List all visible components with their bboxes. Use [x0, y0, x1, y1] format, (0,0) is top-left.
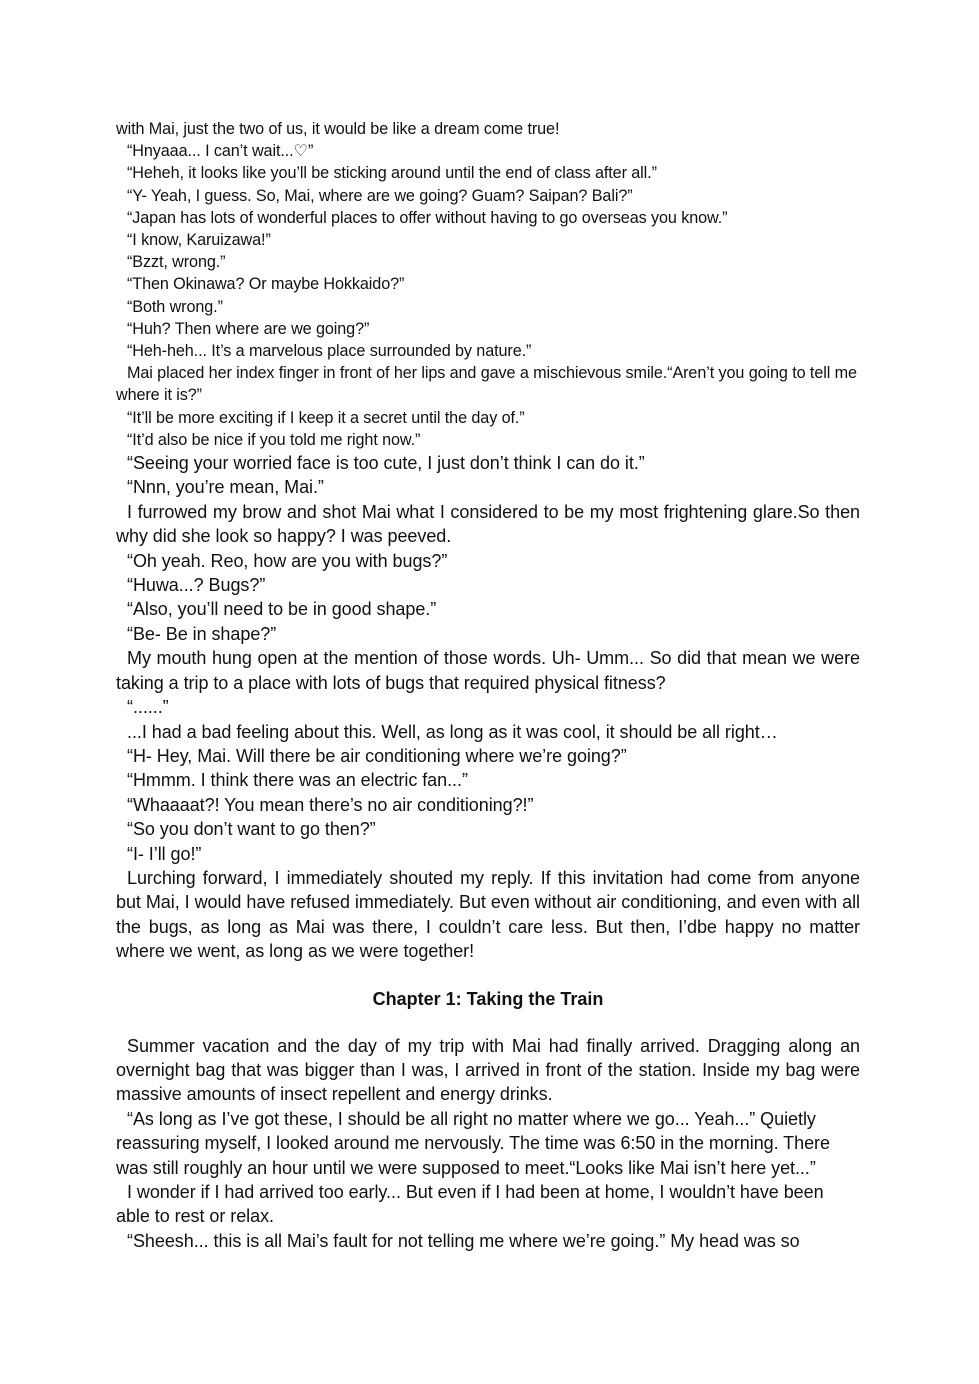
paragraph: Summer vacation and the day of my trip with Mai had finally arrived. Dragging along an overnight bag that was bigger than I was, I arrived in front of the station. Inside my bag were massive amounts of insect repellent and energy drinks.	[116, 1035, 860, 1105]
paragraph: “Bzzt, wrong.”	[127, 253, 226, 272]
paragraph: “So you don’t want to go then?”	[127, 819, 376, 840]
paragraph: “Also, you’ll need to be in good shape.”	[127, 599, 437, 620]
intro-dialogue-small	[116, 118, 860, 451]
paragraph: “H- Hey, Mai. Will there be air conditioning where we’re going?”	[127, 745, 627, 766]
paragraph: Lurching forward, I immediately shouted my reply. If this invitation had come from anyone but Mai, I would have refused immediately. But even without air conditioning, and even with all the bugs, as long as Mai was there, I couldn’t care less. But then, I’dbe happy no matter where we went, as long as we were together!	[116, 867, 860, 962]
paragraph: I furrowed my brow and shot Mai what I considered to be my most frightening glare.So then why did she look so happy? I was peeved.	[116, 501, 860, 547]
paragraph: “Oh yeah. Reo, how are you with bugs?”	[127, 550, 448, 571]
paragraph: My mouth hung open at the mention of those words. Uh- Umm... So did that mean we were taking a trip to a place with lots of bugs that required physical fitness?	[116, 648, 860, 693]
paragraph: “Nnn, you’re mean, Mai.”	[127, 477, 324, 498]
paragraph: “I know, Karuizawa!”	[127, 231, 271, 250]
paragraph: “Both wrong.”	[127, 297, 223, 316]
paragraph: “Heheh, it looks like you’ll be sticking around until the end of class after all.”	[127, 164, 657, 183]
paragraph: “It’ll be more exciting if I keep it a secret until the day of.”	[127, 408, 525, 427]
paragraph: “Whaaaat?! You mean there’s no air conditioning?!”	[127, 794, 534, 815]
paragraph: “It’d also be nice if you told me right now.”	[127, 430, 421, 449]
paragraph: “Y- Yeah, I guess. So, Mai, where are we going? Guam? Saipan? Bali?”	[127, 186, 633, 205]
paragraph: Mai placed her index finger in front of her lips and gave a mischievous smile.“Aren’t you going to tell me where it is?”	[116, 364, 857, 405]
paragraph: “......”	[127, 697, 169, 718]
paragraph: “Then Okinawa? Or maybe Hokkaido?”	[127, 275, 405, 294]
paragraph: “Sheesh... this is all Mai’s fault for not telling me where we’re going.” My head was so	[127, 1230, 800, 1251]
chapter-title: Chapter 1: Taking the Train	[372, 988, 604, 1009]
paragraph: “Huh? Then where are we going?”	[127, 319, 370, 338]
paragraph: “I- I’ll go!”	[127, 843, 202, 864]
paragraph: I wonder if I had arrived too early... But even if I had been at home, I wouldn’t have been able to rest or relax.	[116, 1182, 824, 1227]
paragraph: “Hnyaaa... I can’t wait...♡”	[127, 142, 314, 161]
chapter-body	[116, 1034, 860, 1254]
paragraph: “Huwa...? Bugs?”	[127, 575, 266, 596]
paragraph: ...I had a bad feeling about this. Well, as long as it was cool, it should be all right…	[127, 721, 778, 742]
paragraph: “As long as I’ve got these, I should be all right no matter where we go... Yeah...” Quietly reassuring myself, I looked around me nervously. The time was 6:50 in the morning. There was still roughly an hour until we were supposed to meet.“Looks like Mai isn’t here yet...”	[116, 1108, 830, 1178]
paragraph: “Japan has lots of wonderful places to offer without having to go overseas you know.”	[127, 208, 728, 227]
paragraph: “Hmmm. I think there was an electric fan...”	[127, 770, 468, 791]
paragraph: “Heh-heh... It’s a marvelous place surrounded by nature.”	[127, 342, 532, 361]
paragraph: “Be- Be in shape?”	[127, 623, 277, 644]
document-page	[116, 118, 860, 1253]
paragraph: “Seeing your worried face is too cute, I just don’t think I can do it.”	[127, 453, 645, 474]
paragraph: with Mai, just the two of us, it would be like a dream come true!	[116, 120, 560, 138]
intro-dialogue-large	[116, 451, 860, 964]
